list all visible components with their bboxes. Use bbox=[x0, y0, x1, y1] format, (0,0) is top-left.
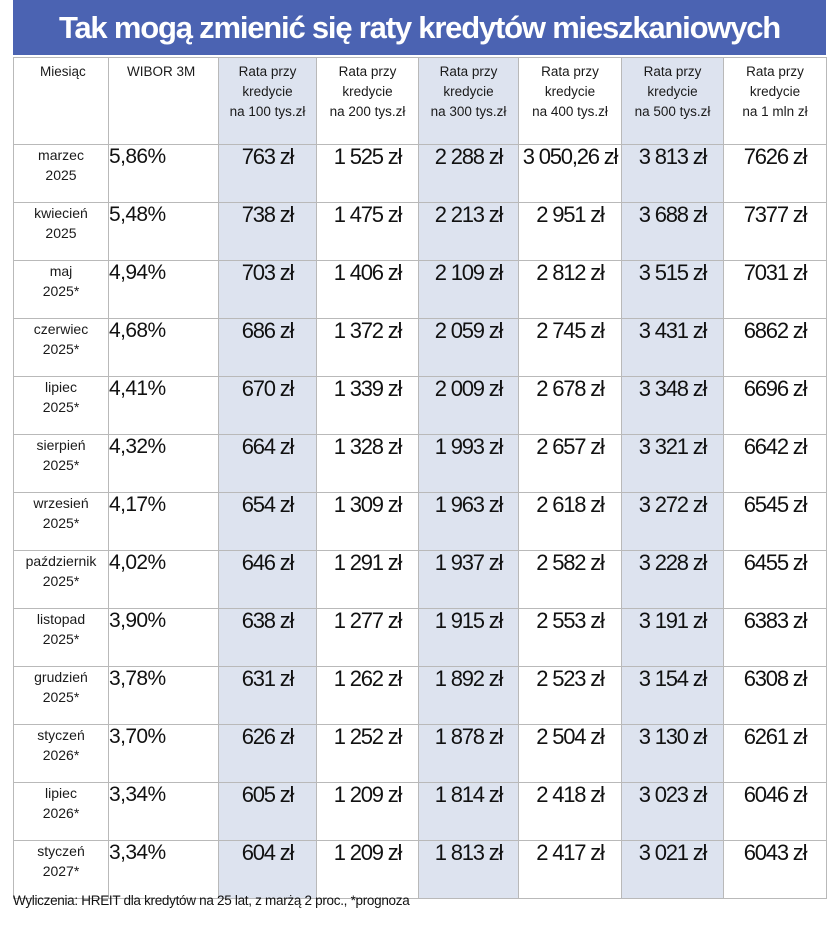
rate-cell: 2 213 zł bbox=[419, 203, 519, 261]
rate-cell: 6696 zł bbox=[724, 377, 827, 435]
month-name: listopad bbox=[36, 611, 86, 627]
rate-cell: 1 262 zł bbox=[317, 667, 419, 725]
table-row bbox=[14, 609, 827, 667]
header-line: Rata przy bbox=[338, 64, 397, 79]
rate-cell: 3 813 zł bbox=[622, 145, 724, 203]
month-year: 2025* bbox=[42, 515, 80, 531]
rate-cell: 2 582 zł bbox=[519, 551, 622, 609]
table-row bbox=[14, 493, 827, 551]
wibor-cell: 4,94% bbox=[109, 261, 219, 319]
month-cell bbox=[14, 551, 109, 609]
wibor-cell: 3,90% bbox=[109, 609, 219, 667]
rate-cell: 2 504 zł bbox=[519, 725, 622, 783]
rate-cell: 6046 zł bbox=[724, 783, 827, 841]
rate-cell: 686 zł bbox=[219, 319, 317, 377]
header-line: kredycie bbox=[749, 84, 801, 99]
header-line: kredycie bbox=[342, 84, 393, 99]
table-body bbox=[14, 145, 827, 899]
rate-cell: 654 zł bbox=[219, 493, 317, 551]
header-line: kredycie bbox=[544, 84, 596, 99]
month-year: 2025* bbox=[42, 341, 80, 357]
rate-cell: 646 zł bbox=[219, 551, 317, 609]
rate-cell: 3 515 zł bbox=[622, 261, 724, 319]
month-year: 2025* bbox=[42, 573, 80, 589]
month-name: czerwiec bbox=[33, 321, 89, 337]
rate-cell: 3 348 zł bbox=[622, 377, 724, 435]
rate-cell: 1 252 zł bbox=[317, 725, 419, 783]
table-title: Tak mogą zmienić się raty kredytów mieszkaniowych bbox=[13, 0, 826, 55]
wibor-cell: 5,48% bbox=[109, 203, 219, 261]
table-row bbox=[14, 203, 827, 261]
rate-cell: 1 372 zł bbox=[317, 319, 419, 377]
rate-cell: 631 zł bbox=[219, 667, 317, 725]
rate-cell: 3 228 zł bbox=[622, 551, 724, 609]
header-line: kredycie bbox=[242, 84, 293, 99]
rate-cell: 6261 zł bbox=[724, 725, 827, 783]
header-line: kredycie bbox=[647, 84, 698, 99]
month-year: 2026* bbox=[42, 805, 80, 821]
month-name: maj bbox=[49, 263, 73, 279]
rate-cell: 3 154 zł bbox=[622, 667, 724, 725]
rate-cell: 1 814 zł bbox=[419, 783, 519, 841]
table-row bbox=[14, 319, 827, 377]
rate-cell: 3 688 zł bbox=[622, 203, 724, 261]
table-row bbox=[14, 551, 827, 609]
header-line: Rata przy bbox=[746, 64, 804, 79]
month-name: kwiecień bbox=[34, 205, 88, 221]
month-cell bbox=[14, 667, 109, 725]
month-name: październik bbox=[25, 553, 97, 569]
month-cell bbox=[14, 725, 109, 783]
rate-cell: 6862 zł bbox=[724, 319, 827, 377]
rate-cell: 7626 zł bbox=[724, 145, 827, 203]
rate-cell: 3 023 zł bbox=[622, 783, 724, 841]
rate-cell: 2 812 zł bbox=[519, 261, 622, 319]
month-cell bbox=[14, 783, 109, 841]
rate-cell: 3 050,26 zł bbox=[519, 145, 622, 203]
rate-cell: 3 130 zł bbox=[622, 725, 724, 783]
rate-cell: 1 915 zł bbox=[419, 609, 519, 667]
wibor-cell: 4,32% bbox=[109, 435, 219, 493]
rate-cell: 2 618 zł bbox=[519, 493, 622, 551]
rate-cell: 6043 zł bbox=[724, 841, 827, 899]
rate-cell: 7377 zł bbox=[724, 203, 827, 261]
header-line: na 400 tys.zł bbox=[532, 104, 608, 119]
rate-cell: 763 zł bbox=[219, 145, 317, 203]
wibor-cell: 4,02% bbox=[109, 551, 219, 609]
rate-cell: 670 zł bbox=[219, 377, 317, 435]
column-header-month: Miesiąc bbox=[14, 58, 109, 145]
table-row bbox=[14, 145, 827, 203]
rate-cell: 605 zł bbox=[219, 783, 317, 841]
rate-cell: 2 059 zł bbox=[419, 319, 519, 377]
rate-cell: 2 951 zł bbox=[519, 203, 622, 261]
rate-cell: 1 963 zł bbox=[419, 493, 519, 551]
table-row bbox=[14, 435, 827, 493]
header-line: na 1 mln zł bbox=[742, 104, 808, 119]
month-cell bbox=[14, 203, 109, 261]
wibor-cell: 3,70% bbox=[109, 725, 219, 783]
rate-cell: 664 zł bbox=[219, 435, 317, 493]
month-year: 2025 bbox=[45, 225, 77, 241]
rate-cell: 6383 zł bbox=[724, 609, 827, 667]
rate-cell: 1 291 zł bbox=[317, 551, 419, 609]
month-name: grudzień bbox=[34, 669, 88, 685]
rate-cell: 2 009 zł bbox=[419, 377, 519, 435]
header-line: Rata przy bbox=[541, 64, 599, 79]
month-name: sierpień bbox=[36, 437, 86, 453]
rate-cell: 703 zł bbox=[219, 261, 317, 319]
column-header-rate-400k bbox=[519, 58, 622, 145]
rate-cell: 1 328 zł bbox=[317, 435, 419, 493]
rate-cell: 1 892 zł bbox=[419, 667, 519, 725]
rate-cell: 1 309 zł bbox=[317, 493, 419, 551]
month-year: 2026* bbox=[42, 747, 80, 763]
rate-cell: 6545 zł bbox=[724, 493, 827, 551]
wibor-cell: 5,86% bbox=[109, 145, 219, 203]
wibor-cell: 4,68% bbox=[109, 319, 219, 377]
month-cell bbox=[14, 319, 109, 377]
rate-cell: 1 406 zł bbox=[317, 261, 419, 319]
month-year: 2027* bbox=[42, 863, 80, 879]
rate-cell: 3 021 zł bbox=[622, 841, 724, 899]
month-year: 2025 bbox=[45, 167, 77, 183]
month-cell bbox=[14, 841, 109, 899]
loan-rates-table bbox=[13, 57, 827, 899]
month-year: 2025* bbox=[42, 631, 80, 647]
header-line: na 100 tys.zł bbox=[229, 104, 306, 119]
rate-cell: 2 657 zł bbox=[519, 435, 622, 493]
month-name: wrzesień bbox=[33, 495, 89, 511]
table-row bbox=[14, 725, 827, 783]
month-name: lipiec bbox=[45, 785, 77, 801]
header-line: Rata przy bbox=[238, 64, 297, 79]
rate-cell: 3 191 zł bbox=[622, 609, 724, 667]
month-cell bbox=[14, 493, 109, 551]
rate-cell: 7031 zł bbox=[724, 261, 827, 319]
rate-cell: 1 937 zł bbox=[419, 551, 519, 609]
rate-cell: 2 523 zł bbox=[519, 667, 622, 725]
rate-cell: 2 417 zł bbox=[519, 841, 622, 899]
header-line: na 500 tys.zł bbox=[634, 104, 711, 119]
header-line: Rata przy bbox=[643, 64, 702, 79]
column-header-wibor: WIBOR 3M bbox=[109, 58, 219, 145]
rate-cell: 2 288 zł bbox=[419, 145, 519, 203]
rate-cell: 3 272 zł bbox=[622, 493, 724, 551]
rate-cell: 2 109 zł bbox=[419, 261, 519, 319]
header-line: na 200 tys.zł bbox=[329, 104, 406, 119]
rate-cell: 1 209 zł bbox=[317, 783, 419, 841]
rate-cell: 1 339 zł bbox=[317, 377, 419, 435]
header-row bbox=[14, 58, 827, 145]
rate-cell: 2 553 zł bbox=[519, 609, 622, 667]
table-row bbox=[14, 377, 827, 435]
wibor-cell: 4,41% bbox=[109, 377, 219, 435]
table-row bbox=[14, 783, 827, 841]
rate-cell: 3 321 zł bbox=[622, 435, 724, 493]
rate-cell: 2 678 zł bbox=[519, 377, 622, 435]
rate-cell: 2 418 zł bbox=[519, 783, 622, 841]
rate-cell: 1 878 zł bbox=[419, 725, 519, 783]
rate-cell: 1 525 zł bbox=[317, 145, 419, 203]
rate-cell: 6455 zł bbox=[724, 551, 827, 609]
wibor-cell: 3,34% bbox=[109, 783, 219, 841]
column-header-rate-1m bbox=[724, 58, 827, 145]
rate-cell: 1 209 zł bbox=[317, 841, 419, 899]
rate-cell: 3 431 zł bbox=[622, 319, 724, 377]
column-header-rate-200k bbox=[317, 58, 419, 145]
wibor-cell: 3,78% bbox=[109, 667, 219, 725]
table-row bbox=[14, 667, 827, 725]
rate-cell: 738 zł bbox=[219, 203, 317, 261]
rate-cell: 604 zł bbox=[219, 841, 317, 899]
rate-cell: 626 zł bbox=[219, 725, 317, 783]
table-row bbox=[14, 261, 827, 319]
month-year: 2025* bbox=[42, 689, 80, 705]
column-header-rate-300k bbox=[419, 58, 519, 145]
rate-cell: 1 993 zł bbox=[419, 435, 519, 493]
column-header-rate-100k bbox=[219, 58, 317, 145]
wibor-cell: 3,34% bbox=[109, 841, 219, 899]
rate-cell: 6308 zł bbox=[724, 667, 827, 725]
footnote: Wyliczenia: HREIT dla kredytów na 25 lat, z marżą 2 proc., *prognoza bbox=[13, 893, 410, 908]
table-row bbox=[14, 841, 827, 899]
month-name: lipiec bbox=[45, 379, 77, 395]
header-line: na 300 tys.zł bbox=[430, 104, 507, 119]
header-line: Rata przy bbox=[439, 64, 498, 79]
month-year: 2025* bbox=[42, 283, 80, 299]
rate-cell: 1 475 zł bbox=[317, 203, 419, 261]
month-year: 2025* bbox=[42, 457, 80, 473]
rate-cell: 1 277 zł bbox=[317, 609, 419, 667]
wibor-cell: 4,17% bbox=[109, 493, 219, 551]
month-year: 2025* bbox=[42, 399, 80, 415]
rate-cell: 1 813 zł bbox=[419, 841, 519, 899]
month-name: styczeń bbox=[37, 843, 85, 859]
month-cell bbox=[14, 609, 109, 667]
month-name: marzec bbox=[38, 147, 84, 163]
header-line: kredycie bbox=[443, 84, 494, 99]
month-cell bbox=[14, 435, 109, 493]
column-header-rate-500k bbox=[622, 58, 724, 145]
rate-cell: 2 745 zł bbox=[519, 319, 622, 377]
rate-cell: 6642 zł bbox=[724, 435, 827, 493]
month-cell bbox=[14, 377, 109, 435]
rate-cell: 638 zł bbox=[219, 609, 317, 667]
month-name: styczeń bbox=[37, 727, 85, 743]
month-cell bbox=[14, 261, 109, 319]
month-cell bbox=[14, 145, 109, 203]
